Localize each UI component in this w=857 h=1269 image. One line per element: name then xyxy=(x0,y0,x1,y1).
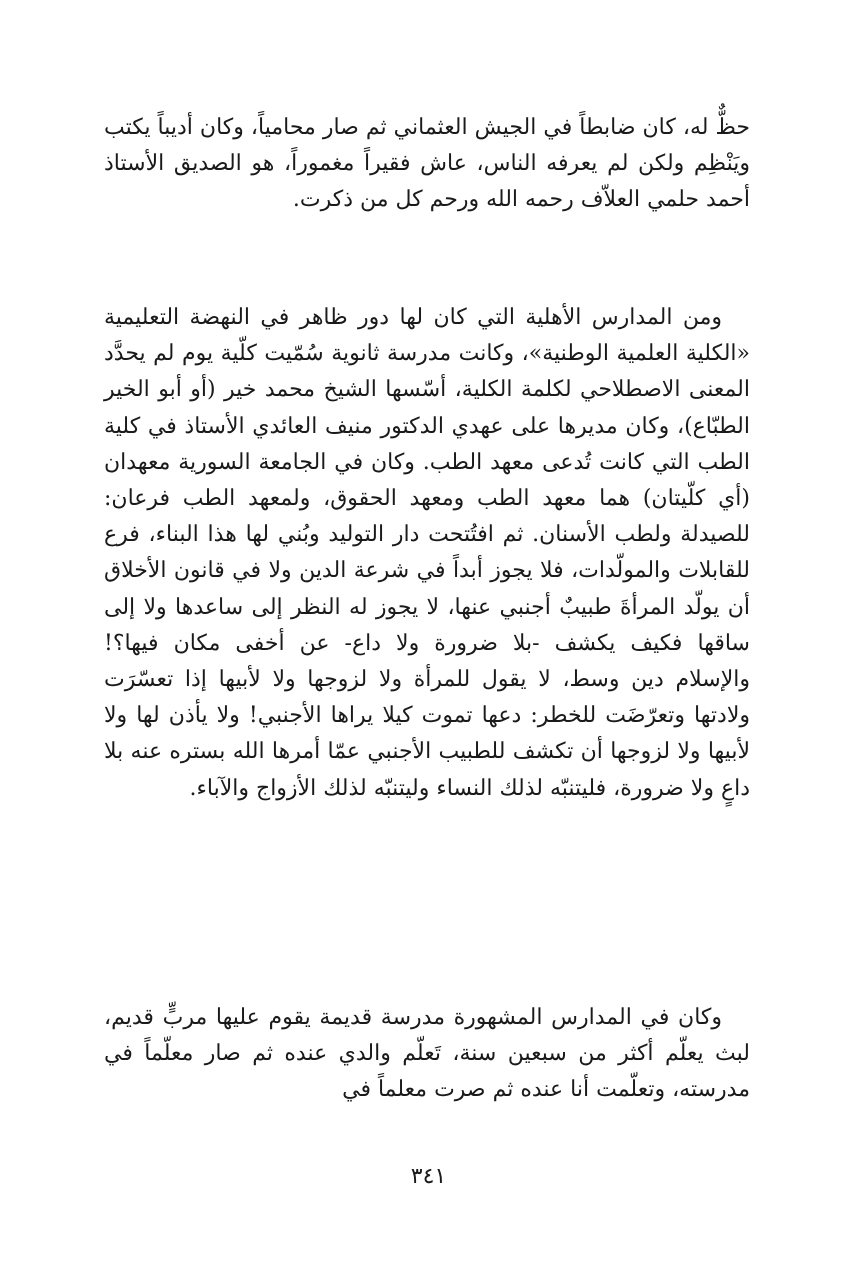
paragraph-3 xyxy=(104,1000,750,1109)
paragraph-2-text: ومن المدارس الأهلية التي كان لها دور ظاهر في النهضة التعليمية «الكلية العلمية الوطنية»، وكانت مدرسة ثانوية سُمّيت كلّية يوم لم يحدَّد المعنى الاصطلاحي لكلمة الكلية، أسّسها الشيخ محمد خير (أو أبو الخير الطبّاع)، وكان مديرها على عهدي الدكتور منيف العائدي الأستاذ في كلية الطب التي كانت تُدعى معهد الطب. وكان في الجامعة السورية معهدان (أي كلّيتان) هما معهد الطب ومعهد الحقوق، ولمعهد الطب فرعان: للصيدلة ولطب الأسنان. ثم افتُتحت دار التوليد وبُني لها هذا البناء، فرع للقابلات والمولّدات، فلا يجوز أبداً في شرعة الدين ولا في قانون الأخلاق أن يولّد المرأةَ طبيبٌ أجنبي عنها، لا يجوز له النظر إلى ساعدها ولا إلى ساقها فكيف يكشف -بلا ضرورة ولا داع- عن أخفى مكان فيها؟! والإسلام دين وسط، لا يقول للمرأة ولا لزوجها ولا لأبيها إذا تعسّرَت ولادتها وتعرّضَت للخطر: دعها تموت كيلا يراها الأجنبي! ولا يأذن لها ولا لأبيها ولا لزوجها أن تكشف للطبيب الأجنبي عمّا أمرها الله بستره عنه بلا داعٍ ولا ضرورة، فليتنبّه لذلك النساء وليتنبّه لذلك الأزواج والآباء. xyxy=(104,305,750,801)
paragraph-3-text: وكان في المدارس المشهورة مدرسة قديمة يقوم عليها مربٍّ قديم، لبث يعلّم أكثر من سبعين سنة، تَعلّم والدي عنده ثم صار معلّماً في مدرسته، وتعلّمت أنا عنده ثم صرت معلماً في xyxy=(104,1005,750,1103)
page-number: ٣٤١ xyxy=(410,1164,447,1189)
paragraph-1 xyxy=(104,110,750,219)
paragraph-1-text: حظٌّ له، كان ضابطاً في الجيش العثماني ثم صار محامياً، وكان أديباً يكتب ويَنْظِم ولكن لم يعرفه الناس، عاش فقيراً مغموراً، هو الصديق الأستاذ أحمد حلمي العلاّف رحمه الله ورحم كل من ذكرت. xyxy=(104,115,750,213)
paragraph-2 xyxy=(104,300,750,807)
